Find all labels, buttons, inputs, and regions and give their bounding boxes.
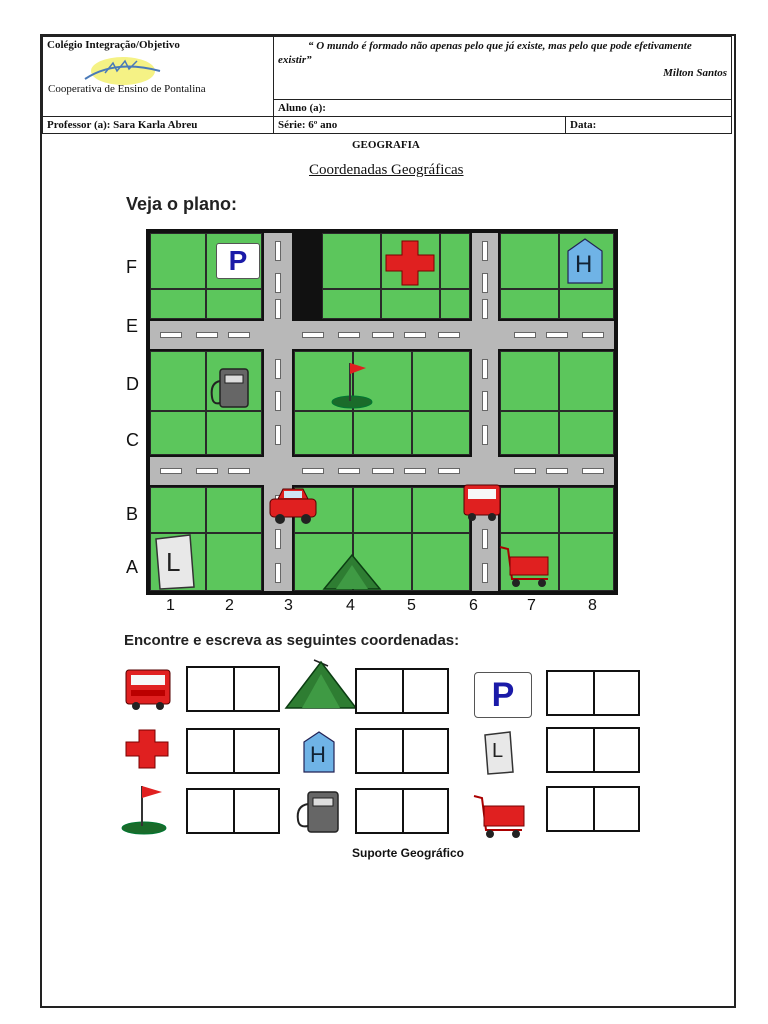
school-name: Colégio Integração/Objetivo xyxy=(47,39,180,51)
col-label-5: 5 xyxy=(407,597,416,614)
tent-icon xyxy=(322,551,382,591)
plan-title: Veja o plano: xyxy=(126,194,238,214)
parking-exercise-letter: P xyxy=(491,676,515,714)
quote-cell xyxy=(274,37,732,100)
row-label-b: B xyxy=(126,504,139,524)
source-caption: Suporte Geográfico xyxy=(352,846,465,860)
row-label-a: A xyxy=(126,557,139,577)
bus-icon xyxy=(460,483,504,523)
answer-hospital-cross[interactable] xyxy=(186,728,280,774)
parking-icon xyxy=(216,243,260,279)
date-field[interactable]: Data: xyxy=(566,117,732,134)
hospital-exercise-icon xyxy=(302,730,336,774)
cooperative-name: Cooperativa de Ensino de Pontalina xyxy=(48,83,206,95)
answer-tent[interactable] xyxy=(355,668,449,714)
row-label-e: E xyxy=(126,316,139,336)
grade-field: Série: 6º ano xyxy=(274,117,566,134)
coordinate-grid xyxy=(146,229,618,595)
hospital-letter: H xyxy=(575,251,593,278)
shopping-cart-icon xyxy=(498,543,556,589)
answer-flag[interactable] xyxy=(186,788,280,834)
book-exercise-icon xyxy=(482,730,516,776)
hospital-building-icon xyxy=(566,237,604,285)
car-icon xyxy=(266,483,320,527)
subject-title: GEOGRAFIA xyxy=(352,139,420,151)
col-label-7: 7 xyxy=(527,597,536,614)
bus-exercise-icon xyxy=(124,668,172,712)
gas-pump-exercise-icon xyxy=(294,790,344,834)
shopping-cart-exercise-icon xyxy=(472,792,530,840)
row-label-f: F xyxy=(126,257,137,277)
book-letter: L xyxy=(166,547,181,577)
quote-author: Milton Santos xyxy=(663,67,727,79)
row-label-c: C xyxy=(126,430,139,450)
row-label-d: D xyxy=(126,374,139,394)
flag-exercise-icon xyxy=(120,782,168,836)
parking-exercise-icon xyxy=(474,672,532,718)
topic-title: Coordenadas Geográficas xyxy=(309,162,464,178)
gas-pump-icon xyxy=(206,365,254,411)
answer-shopping-cart[interactable] xyxy=(546,786,640,832)
book-exercise-letter: L xyxy=(492,740,504,762)
answer-gas-pump[interactable] xyxy=(355,788,449,834)
header-table xyxy=(42,36,732,134)
col-label-6: 6 xyxy=(469,597,478,614)
hospital-exercise-letter: H xyxy=(310,742,326,767)
col-label-1: 1 xyxy=(166,597,175,614)
col-label-3: 3 xyxy=(284,597,293,614)
parking-letter: P xyxy=(228,245,248,276)
student-field[interactable]: Aluno (a): xyxy=(274,100,732,117)
col-label-2: 2 xyxy=(225,597,234,614)
flag-golf-icon xyxy=(330,359,374,411)
book-icon xyxy=(152,533,198,591)
teacher-field: Professor (a): Sara Karla Abreu xyxy=(43,117,274,134)
answer-parking[interactable] xyxy=(546,670,640,716)
quote-text: “ O mundo é formado não apenas pelo que já existe, mas pelo que pode efetivamente existir” xyxy=(278,40,692,66)
col-label-8: 8 xyxy=(588,597,597,614)
answer-book[interactable] xyxy=(546,727,640,773)
school-cell xyxy=(43,37,274,117)
answer-hospital[interactable] xyxy=(355,728,449,774)
task-title: Encontre e escreva as seguintes coordenadas: xyxy=(124,632,460,649)
tent-exercise-icon xyxy=(284,658,358,710)
answer-bus[interactable] xyxy=(186,666,280,712)
hospital-cross-exercise-icon xyxy=(124,728,170,770)
col-label-4: 4 xyxy=(346,597,355,614)
hospital-cross-icon xyxy=(384,239,436,287)
